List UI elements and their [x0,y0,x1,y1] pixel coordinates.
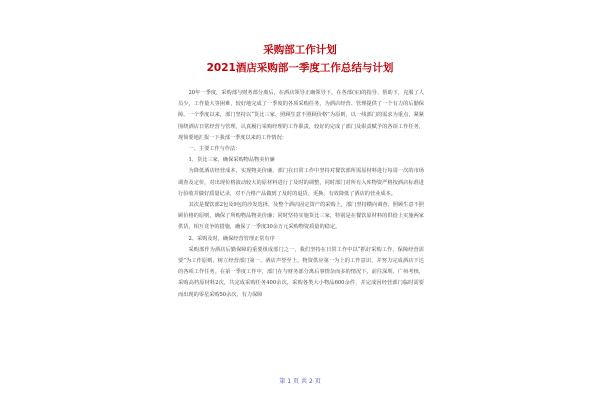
paragraph-logistics-support: 采购部作为酒店后勤保障的重要组成部门之一，我们坚持在日常工作中以“抓好采购工作，保障经营需要”为工作原则，树立经营部门第一、酒店声誉至上，物资供应第一为上的工作意识，并努力完成酒店下达的各项工作任务。在第一季度工作中，部门在与财务部分离后事情杂而多的情况下，前往深圳、广州考核，采购高档原材料2次，共完成采购任务400余次，采购各类大小物品600余件，并完成因经营部门临时需要而出现的零星采购50余次、有力保障 [178,246,424,298]
document-title: 采购部工作计划 [263,44,337,56]
intro-paragraph: 20年一季度，采购部与财务部分离后，在酒店领导正确领导下，在各部(室)的指导、帮助下，克服了人员少，工作量大等困难，较好地完成了一季度的各项采购任务，为酒店经营、管理提供了一个有力的后勤保障。一个季度以来，部门坚持以“货比三家、照顾生意不照顾价格”为原则，以一线部门的需求为重点，紧紧围绕酒店日常经营与管理，认真履行采购经理的工作职责，较好的完成了部门及职责赋予的各项工作任务，现简要地汇报一下我部一季度以来的工作情况： [178,90,424,141]
paragraph-supplier-selection: 其次是餐饮部2包及9包的沙发选择，及整个酒店固定资产的采购上，部门坚持横向调查，照顾生意不照顾价格的原则，确保了所购物品物美价廉；同时坚持实施货比三家，特别是在餐饮原材料的供给上实施两家供货，相互竞争的措施，确保了一季度30余万元采购物资质量的稳定。 [178,202,424,231]
footer-prefix: 第 [279,378,286,385]
document-subtitle: 2021酒店采购部一季度工作总结与计划 [206,62,394,74]
section-heading-main-work: 一、主要工作与作法： [188,146,241,153]
page-footer [0,376,600,385]
subsection-heading-timely-purchase: 2、采购及时，确保经营管理正常有序 [188,235,275,242]
footer-middle: 页 共 [293,378,307,385]
document-body [178,88,424,301]
paragraph-cost-control: 为降低酒店经营成本，实现物美价廉，部门在日常工作中坚持对餐饮部所需原材料进行每周一次的市场调查及定价，对出现价格波动较大的原材料进行了及时的调整，同时部门对所有入库物资严格按酒店标准进行验收并做好质量记录，对不合格产品做到了及时的退货、更换，有效降低了酒店的营业成本。 [178,168,424,197]
footer-page-number: 1 [287,378,292,385]
subsection-heading-price-comparison: 1、货比三家，确保采购物品物美价廉 [188,157,275,164]
footer-suffix: 页 [314,378,321,385]
footer-total-pages: 2 [308,378,313,385]
